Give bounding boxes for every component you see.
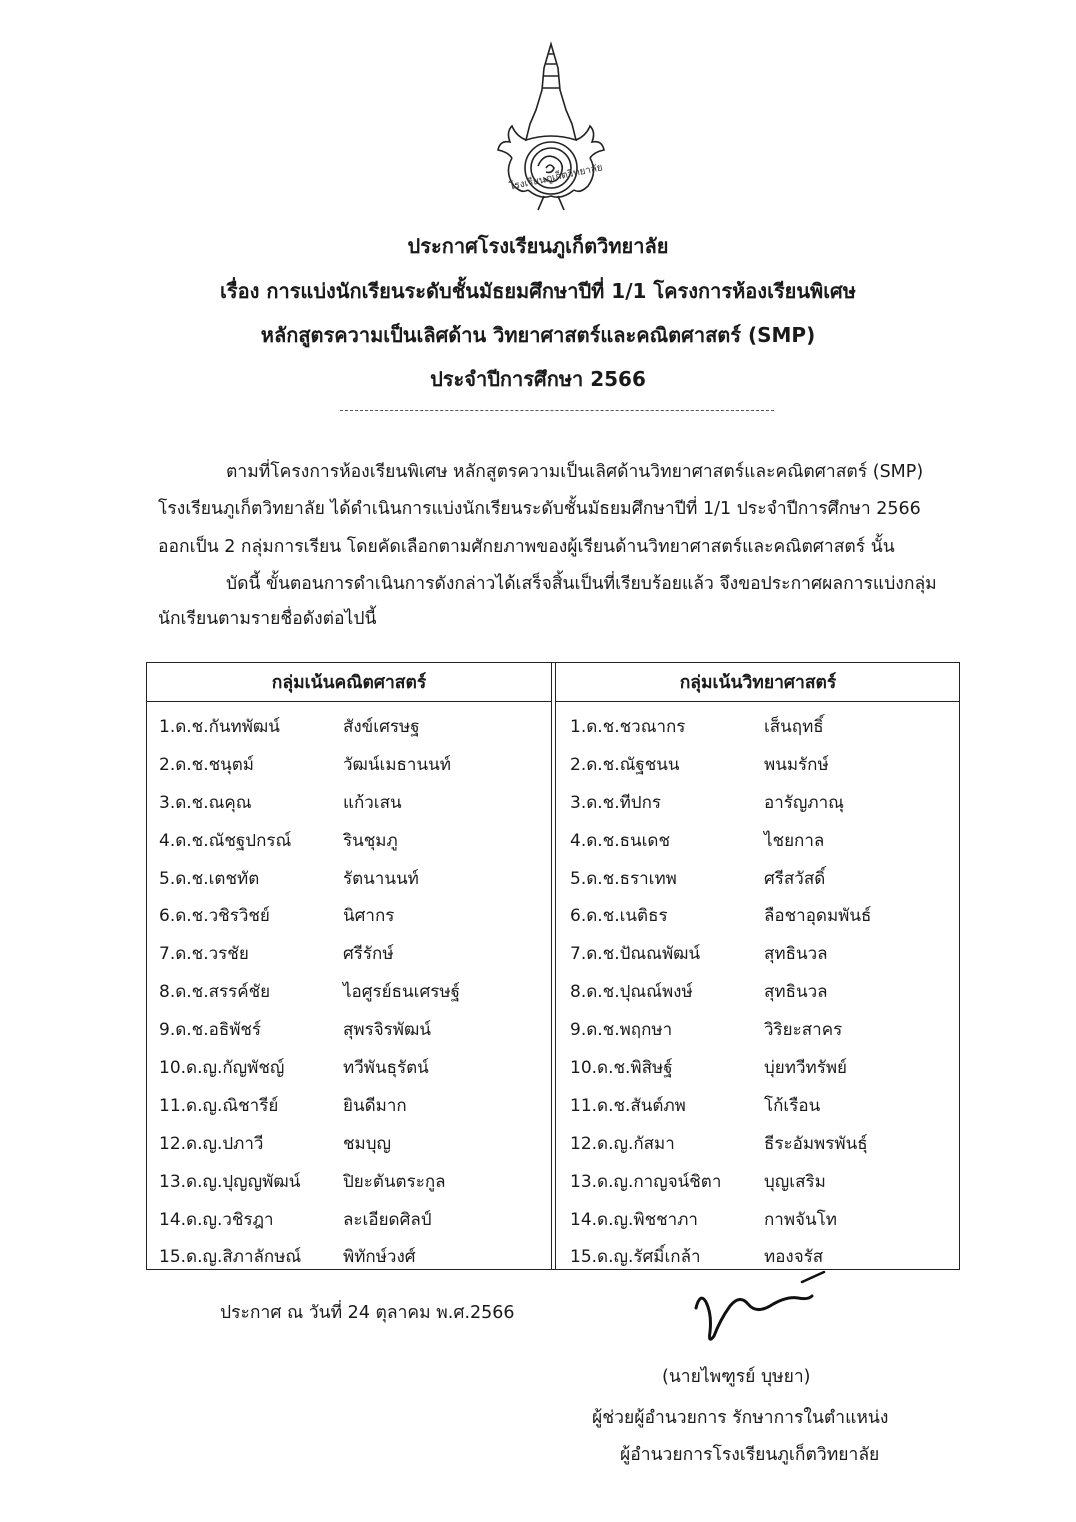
- student-name: 9.ด.ช.อธิพัชร์: [159, 1020, 262, 1041]
- student-surname: ศรีสวัสดิ์: [764, 868, 826, 889]
- student-name: 7.ด.ช.ปัณณพัฒน์: [570, 944, 701, 965]
- student-surname: บุญเสริม: [764, 1171, 826, 1192]
- table-row: [147, 1119, 551, 1157]
- student-name: 11.ด.ญ.ณิชารีย์: [159, 1095, 279, 1116]
- math-group-column: [147, 663, 552, 1269]
- signer-name: (นายไพฑูรย์ บุษยา): [662, 1367, 811, 1387]
- table-row: [147, 778, 551, 816]
- student-surname: โก้เรือน: [764, 1095, 821, 1116]
- student-surname: ศรีรักษ์: [343, 944, 394, 965]
- student-name: 7.ด.ช.วรชัย: [159, 944, 249, 965]
- student-name: 6.ด.ช.วชิรวิชย์: [159, 906, 270, 927]
- student-surname: สังข์เศรษฐ: [343, 717, 420, 737]
- student-name: 3.ด.ช.ณคุณ: [159, 792, 252, 813]
- table-row: [147, 854, 551, 892]
- student-surname: ชมบุญ: [343, 1133, 392, 1154]
- student-name: 6.ด.ช.เนติธร: [570, 906, 668, 927]
- body-line-2: โรงเรียนภูเก็ตวิทยาลัย ได้ดำเนินการแบ่งนักเรียนระดับชั้นมัธยมศึกษาปีที่ 1/1 ประจำปีการศึกษา 2566: [158, 499, 921, 519]
- table-row: [147, 702, 551, 740]
- body-line-4: บัดนี้ ขั้นตอนการดำเนินการดังกล่าวได้เสร็จสิ้นเป็นที่เรียบร้อยแล้ว จึงขอประกาศผลการแบ่งกลุ่ม: [226, 574, 937, 594]
- student-name: 1.ด.ช.กันทพัฒน์: [159, 717, 280, 737]
- student-name: 15.ด.ญ.สิภาลักษณ์: [159, 1247, 302, 1268]
- student-surname: ละเอียดศิลป์: [343, 1209, 432, 1230]
- student-surname: สุทธินวล: [764, 944, 828, 965]
- table-row: [556, 1081, 960, 1119]
- announcement-title: ประกาศโรงเรียนภูเก็ตวิทยาลัย: [407, 234, 669, 258]
- student-name: 2.ด.ช.ชนุตม์: [159, 754, 255, 775]
- table-row: [556, 929, 960, 967]
- student-surname: ไอศูรย์ธนเศรษฐ์: [343, 982, 460, 1003]
- student-name: 4.ด.ช.ณัชฐปกรณ์: [159, 830, 292, 851]
- student-surname: ลือชาอุดมพันธ์: [764, 906, 872, 927]
- announcement-subject: เรื่อง การแบ่งนักเรียนระดับชั้นมัธยมศึกษาปีที่ 1/1 โครงการห้องเรียนพิเศษ: [220, 279, 856, 303]
- table-row: [556, 702, 960, 740]
- student-name: 10.ด.ญ.กัญพัชญ์: [159, 1058, 285, 1079]
- student-name: 15.ด.ญ.รัศมิ์เกล้า: [570, 1247, 701, 1268]
- signer-position-1: ผู้ช่วยผู้อำนวยการ รักษาการในตำแหน่ง: [592, 1408, 889, 1428]
- student-surname: วิริยะสาคร: [764, 1020, 843, 1041]
- student-name: 9.ด.ช.พฤกษา: [570, 1020, 673, 1041]
- science-group-list: [556, 702, 960, 1270]
- science-group-header: กลุ่มเน้นวิทยาศาสตร์: [556, 663, 960, 702]
- body-line-3: ออกเป็น 2 กลุ่มการเรียน โดยคัดเลือกตามศักยภาพของผู้เรียนด้านวิทยาศาสตร์และคณิตศาสตร์ นั้น: [158, 537, 895, 557]
- table-row: [147, 1081, 551, 1119]
- announcement-date: ประกาศ ณ วันที่ 24 ตุลาคม พ.ศ.2566: [220, 1303, 515, 1323]
- table-row: [147, 1005, 551, 1043]
- student-name: 10.ด.ช.พิสิษฐ์: [570, 1058, 673, 1079]
- math-group-list: [147, 702, 551, 1270]
- table-row: [147, 740, 551, 778]
- table-row: [556, 854, 960, 892]
- student-surname: พนมรักษ์: [764, 754, 829, 775]
- student-name: 2.ด.ช.ณัฐชนน: [570, 754, 680, 775]
- table-row: [147, 929, 551, 967]
- student-surname: ทองจรัส: [764, 1247, 824, 1268]
- dashed-divider: [340, 410, 774, 411]
- student-roster-table: [146, 662, 960, 1270]
- student-name: 5.ด.ช.ธราเทพ: [570, 868, 677, 889]
- student-surname: ไชยกาล: [764, 830, 825, 851]
- student-name: 4.ด.ช.ธนเดช: [570, 830, 670, 851]
- student-surname: ทวีพันธุรัตน์: [343, 1058, 429, 1079]
- math-group-header: กลุ่มเน้นคณิตศาสตร์: [147, 663, 551, 702]
- table-row: [556, 891, 960, 929]
- student-surname: สุทธินวล: [764, 982, 828, 1003]
- table-row: [147, 891, 551, 929]
- table-row: [556, 778, 960, 816]
- student-surname: พิทักษ์วงศ์: [343, 1247, 416, 1268]
- signer-position-2: ผู้อำนวยการโรงเรียนภูเก็ตวิทยาลัย: [620, 1445, 880, 1465]
- table-row: [147, 967, 551, 1005]
- table-row: [556, 967, 960, 1005]
- student-surname: กาพจันโท: [764, 1209, 837, 1230]
- student-surname: อารัญภาณุ: [764, 792, 844, 813]
- student-surname: ธีระอัมพรพันธุ์: [764, 1133, 868, 1154]
- student-surname: รินชุมภู: [343, 830, 398, 851]
- student-name: 3.ด.ช.ทีปกร: [570, 792, 662, 813]
- student-surname: วัฒน์เมธานนท์: [343, 754, 451, 775]
- table-row: [147, 1232, 551, 1270]
- table-row: [147, 1043, 551, 1081]
- table-row: [556, 1005, 960, 1043]
- table-row: [556, 1195, 960, 1233]
- student-name: 12.ด.ญ.ปภาวี: [159, 1133, 264, 1154]
- student-surname: แก้วเสน: [343, 792, 402, 813]
- student-name: 14.ด.ญ.วชิรฎา: [159, 1209, 274, 1230]
- student-name: 8.ด.ช.สรรค์ชัย: [159, 982, 271, 1003]
- body-line-1: ตามที่โครงการห้องเรียนพิเศษ หลักสูตรความเป็นเลิศด้านวิทยาศาสตร์และคณิตศาสตร์ (SMP): [226, 462, 924, 482]
- student-surname: นิศากร: [343, 906, 395, 927]
- signature-icon: [690, 1262, 840, 1352]
- student-surname: รัตนานนท์: [343, 868, 419, 889]
- table-row: [147, 1195, 551, 1233]
- table-row: [556, 740, 960, 778]
- student-surname: เส็นฤทธิ์: [764, 717, 824, 737]
- table-row: [147, 816, 551, 854]
- student-name: 14.ด.ญ.พิชชาภา: [570, 1209, 698, 1230]
- student-surname: สุพรจิรพัฒน์: [343, 1020, 431, 1041]
- student-name: 12.ด.ญ.กัสมา: [570, 1133, 675, 1154]
- table-row: [556, 1119, 960, 1157]
- table-row: [147, 1157, 551, 1195]
- student-name: 13.ด.ญ.กาญจน์ชิตา: [570, 1171, 722, 1192]
- emblem-caption: โรงเรียนภูเก็ตวิทยาลัย: [508, 162, 604, 193]
- student-name: 1.ด.ช.ชวณากร: [570, 717, 686, 737]
- table-row: [556, 816, 960, 854]
- student-name: 11.ด.ช.สันต์ภพ: [570, 1095, 686, 1116]
- student-surname: บุ่ยทวีทรัพย์: [764, 1058, 848, 1079]
- table-row: [556, 1157, 960, 1195]
- student-name: 5.ด.ช.เตชทัต: [159, 868, 260, 889]
- student-surname: ยินดีมาก: [343, 1095, 407, 1116]
- student-name: 8.ด.ช.ปุณณ์พงษ์: [570, 982, 693, 1003]
- body-line-5: นักเรียนตามรายชื่อดังต่อไปนี้: [158, 609, 377, 629]
- science-group-column: [555, 663, 960, 1269]
- student-name: 13.ด.ญ.ปุญญพัฒน์: [159, 1171, 301, 1192]
- student-surname: ปิยะตันตระกูล: [343, 1171, 446, 1192]
- program-title: หลักสูตรความเป็นเลิศด้าน วิทยาศาสตร์และคณิตศาสตร์ (SMP): [260, 323, 816, 347]
- academic-year: ประจำปีการศึกษา 2566: [430, 367, 646, 391]
- table-row: [556, 1043, 960, 1081]
